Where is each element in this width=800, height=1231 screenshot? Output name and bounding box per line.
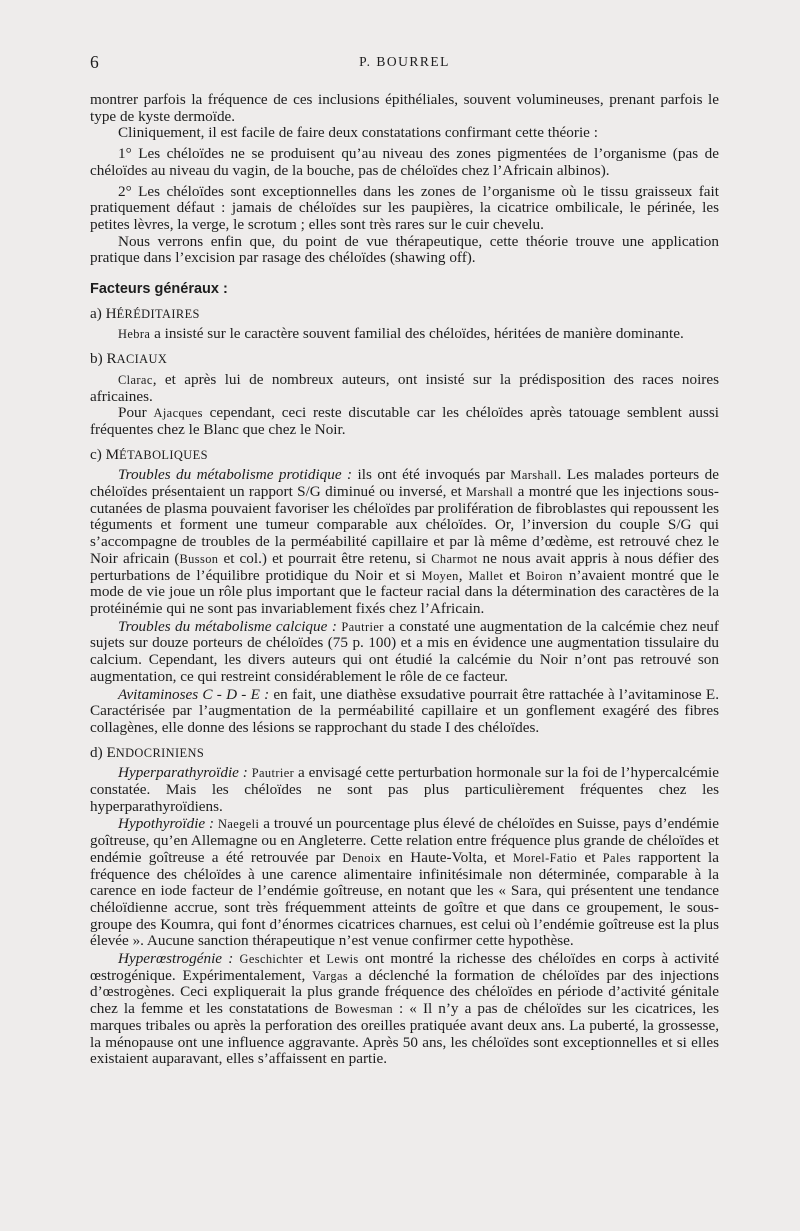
author-name: Marshall — [466, 485, 514, 500]
author-name: Vargas — [312, 968, 349, 983]
author-name: Marshall — [510, 468, 558, 483]
sub-initial: M — [105, 445, 120, 463]
subsection-heading-raciaux — [90, 351, 719, 368]
topic-title: Troubles du métabolisme protidique : — [118, 466, 353, 484]
paragraph: Troubles du métabolisme calcique : Pautrier a constaté une augmentation de la calcémie chez neuf sujets sur douze porteurs de chéloïdes (75 p. 100) et a mis en évidence une augmentation tissulaire du calcium. Cependant, les divers auteurs qui ont étudié la calcémie du Noir n’ont pas retrouvé son augmentation, ce qui restreint considérablement le rôle de ce facteur. — [90, 617, 719, 685]
topic-title: Hypothyroïdie : — [118, 815, 215, 833]
author-name: Pautrier — [341, 619, 384, 634]
author-name: Boiron — [526, 568, 563, 583]
page-header — [90, 52, 719, 76]
paragraph: Clarac, et après lui de nombreux auteurs, ont insisté sur la prédisposition des races noires africaines. — [90, 370, 719, 405]
sub-letter: d) — [90, 743, 103, 761]
author-name: Mallet — [468, 568, 504, 583]
running-title: P. BOURREL — [359, 54, 450, 69]
subsection-heading-hereditaires — [90, 306, 719, 323]
author-name: Bowesman — [334, 1002, 393, 1017]
sub-rest: ÉRÉDITAIRES — [116, 306, 200, 321]
sub-letter: b) — [90, 350, 103, 368]
topic-title: Avitaminoses C - D - E : — [118, 685, 270, 703]
paragraph: Hyperœstrogénie : Geschichter et Lewis ont montré la richesse des chéloïdes en corps à activité œstrogénique. Expérimentalement, Vargas a déclenché la formation de chéloïdes par des injections d’œstrogènes. Ceci expliquerait la plus grande fréquence des chéloïdes en période d’activité génitale chez la femme et les constatations de Bowesman : « Il n’y a pas de chéloïdes sur les cicatrices, les marques tribales ou après la perforation des oreilles pratiquée avant deux ans. La puberté, la grossesse, la ménopause ont une influence aggravante. Après 50 ans, les chéloïdes sont exceptionnelles et si elles existaient auparavant, elles s’affaissent en partie. — [90, 950, 719, 1068]
sub-initial: H — [105, 304, 117, 322]
author-name: Charmot — [431, 551, 478, 566]
sub-letter: a) — [90, 304, 102, 322]
author-name: Busson — [179, 551, 219, 566]
author-name: Hebra — [118, 327, 151, 342]
subsection-heading-metaboliques — [90, 447, 719, 464]
sub-initial: E — [106, 743, 116, 761]
author-name: Naegeli — [218, 817, 260, 832]
paragraph: Hypothyroïdie : Naegeli a trouvé un pourcentage plus élevé de chéloïdes en Suisse, pays d’endémie goîtreuse, qu’en Allemagne ou en Angleterre. Cette relation entre fréquence plus grande de chéloïdes et endémie goîtreuse a été retrouvée par Denoix en Haute-Volta, et Morel-Fatio et Pales rapportent la fréquence des chéloïdes à une carence alimentaire infinitésimale non déterminée, comparable à la carence en iode facteur de l’endémie goîtreuse, en notant que les « Sara, qui présentent une tendance chéloïdienne accrue, sont très fréquemment atteints de goître et que dans ce groupement, le sous-groupe des Koumra, qui font d’énormes cicatrices charnues, est celui où l’endémie goîtreuse est la plus élevée ». Aucune sanction thérapeutique n’est venue confirmer cette hypothèse. — [90, 815, 719, 950]
paragraph: Nous verrons enfin que, du point de vue thérapeutique, cette théorie trouve une application pratique dans l’excision par rasage des chéloïdes (shawing off). — [90, 232, 719, 267]
paragraph: Hyperparathyroïdie : Pautrier a envisagé cette perturbation hormonale sur la foi de l’hypercalcémie constatée. Mais les chéloïdes ne sont pas plus particulièrement fréquentes chez les hyperparathyroïdiens. — [90, 764, 719, 815]
sub-rest: ÉTABOLIQUES — [119, 447, 208, 462]
topic-title: Hyperparathyroïdie : — [118, 764, 248, 782]
author-name: Pales — [602, 850, 631, 865]
page-number: 6 — [90, 52, 99, 72]
sub-initial: R — [106, 350, 117, 368]
paragraph: 2° Les chéloïdes sont exceptionnelles dans les zones de l’organisme où le tissu graisseux fait pratiquement défaut : jamais de chéloïdes sur les paupières, la cicatrice ombilicale, le périnée, les petites lèvres, la verge, le scrotum ; elles sont très rares sur le cuir chevelu. — [90, 182, 719, 233]
paragraph: Troubles du métabolisme protidique : ils ont été invoqués par Marshall. Les malades porteurs de chéloïdes présentaient un rapport S/G diminué ou inversé, et Marshall a montré que les injections sous-cutanées de plasma pouvaient favoriser les chéloïdes par prolifération de fibroblastes qui repoussent les téguments et forment une tumeur comparable aux chéloïdes. Or, l’inversion du couple S/G qui s’accompagne de troubles de la perméabilité capillaire et par là même d’œdème, est retrouvé chez le Noir africain (Busson et col.) et pourrait être retenu, si Charmot ne nous avait appris à nous défier des perturbations de l’équilibre protidique du Noir et si Moyen, Mallet et Boiron n’avaient montré que le mode de vie joue un rôle plus important que le facteur racial dans la détermination des caractères de la protéinémie qui ne sont pas invariablement fixés chez l’Africain. — [90, 466, 719, 617]
sub-letter: c) — [90, 445, 102, 463]
body-text — [90, 92, 719, 1068]
paragraph: Cliniquement, il est facile de faire deux constatations confirmant cette théorie : — [118, 124, 598, 142]
topic-title: Hyperœstrogénie : — [118, 950, 234, 968]
topic-title: Troubles du métabolisme calcique : — [118, 617, 337, 635]
author-name: Moyen — [421, 568, 459, 583]
author-name: Geschichter — [239, 952, 304, 967]
author-name: Pautrier — [251, 766, 295, 781]
author-name: Morel-Fatio — [512, 850, 578, 865]
section-title: Facteurs généraux : — [90, 281, 228, 298]
paragraph: Hebra a insisté sur le caractère souvent familial des chéloïdes, héritées de manière dominante. — [118, 325, 684, 343]
author-name: Ajacques — [153, 406, 203, 421]
paragraph: Avitaminoses C - D - E : en fait, une diathèse exsudative pourrait être rattachée à l’avitaminose E. Caractérisée par l’augmentation de la perméabilité capillaire et un gonflement exagéré des fibres collagènes, elle donne des lésions se rapprochant du stade I des chéloïdes. — [90, 685, 719, 736]
paragraph: 1° Les chéloïdes ne se produisent qu’au niveau des zones pigmentées de l’organisme (pas de chéloïdes au niveau du vagin, de la bouche, pas de chéloïdes chez l’Africain albinos). — [90, 145, 719, 179]
author-name: Lewis — [326, 952, 359, 967]
sub-rest: ACIAUX — [116, 352, 168, 367]
author-name: Denoix — [342, 850, 382, 865]
author-name: Clarac — [118, 372, 153, 387]
paragraph: montrer parfois la fréquence de ces inclusions épithéliales, souvent volumineuses, prenant parfois le type de kyste dermoïde. — [90, 91, 719, 125]
sub-rest: NDOCRINIENS — [115, 745, 205, 760]
subsection-heading-endocriniens — [90, 745, 719, 762]
paragraph: Pour Ajacques cependant, ceci reste discutable car les chéloïdes après tatouage semblent aussi fréquentes chez le Blanc que chez le Noir. — [90, 404, 719, 438]
